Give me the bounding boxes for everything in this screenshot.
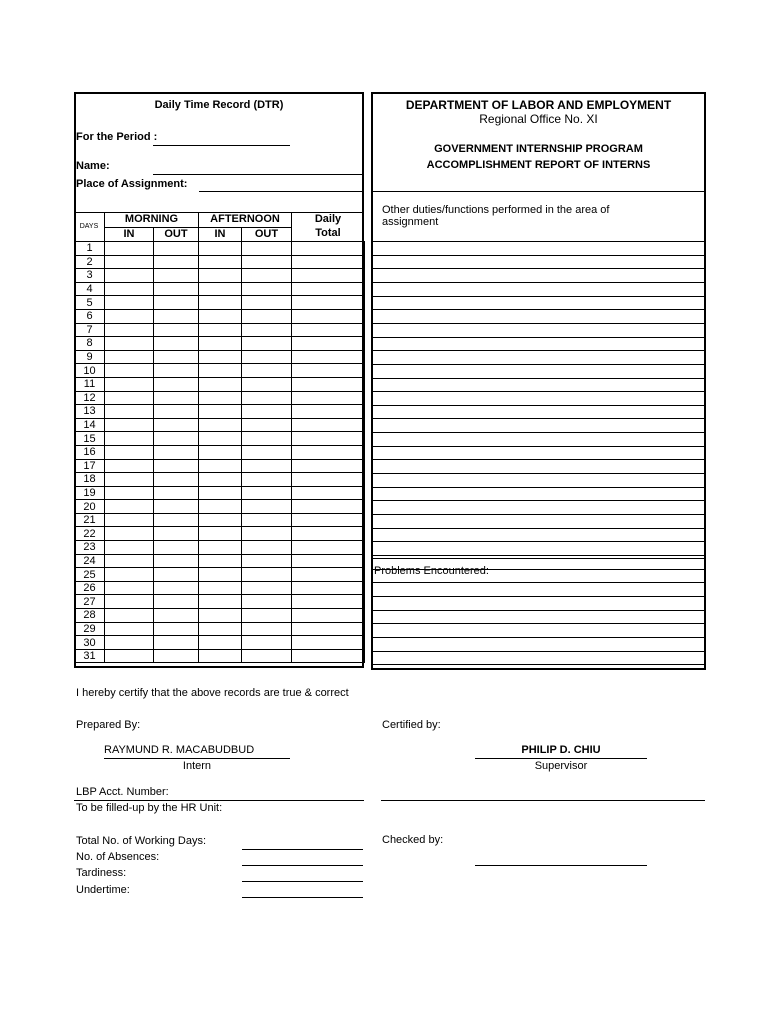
afternoon-out-cell[interactable] <box>242 513 292 527</box>
afternoon-out-cell[interactable] <box>242 541 292 555</box>
daily-total-cell[interactable] <box>292 296 365 310</box>
tardiness-field[interactable] <box>242 881 363 882</box>
afternoon-out-cell[interactable] <box>242 432 292 446</box>
morning-in-cell[interactable] <box>105 418 154 432</box>
afternoon-in-cell[interactable] <box>199 269 242 283</box>
afternoon-in-cell[interactable] <box>199 554 242 568</box>
hr-unit-label: To be filled-up by the HR Unit: <box>76 802 223 814</box>
morning-in-cell[interactable] <box>105 391 154 405</box>
ruled-line <box>373 391 704 392</box>
day-number: 9 <box>75 350 105 364</box>
afternoon-out-cell[interactable] <box>242 269 292 283</box>
morning-in-cell[interactable] <box>105 309 154 323</box>
afternoon-out-cell[interactable] <box>242 242 292 256</box>
afternoon-in-cell[interactable] <box>199 432 242 446</box>
ruled-line <box>373 418 704 419</box>
lbp-field[interactable] <box>74 800 364 801</box>
afternoon-out-cell[interactable] <box>242 377 292 391</box>
daily-total-cell[interactable] <box>292 541 365 555</box>
report-header-divider <box>373 191 704 192</box>
table-row <box>75 282 365 296</box>
supervisor-signature-line <box>475 758 647 759</box>
ruled-line <box>373 651 704 652</box>
afternoon-in-header: IN <box>214 228 226 240</box>
undertime-label: Undertime: <box>76 884 130 896</box>
morning-in-cell[interactable] <box>105 513 154 527</box>
afternoon-out-cell[interactable] <box>242 405 292 419</box>
afternoon-in-cell[interactable] <box>199 445 242 459</box>
morning-in-cell[interactable] <box>105 269 154 283</box>
table-row <box>75 581 365 595</box>
afternoon-in-cell[interactable] <box>199 405 242 419</box>
day-number: 1 <box>75 242 105 256</box>
checked-by-signature-line <box>475 865 647 866</box>
ruled-line <box>373 309 704 310</box>
morning-in-cell[interactable] <box>105 541 154 555</box>
afternoon-in-cell[interactable] <box>199 459 242 473</box>
table-row <box>75 445 365 459</box>
day-number: 12 <box>75 391 105 405</box>
dtr-title: Daily Time Record (DTR) <box>154 99 284 111</box>
morning-out-cell[interactable] <box>154 296 199 310</box>
intern-role: Intern <box>182 760 212 772</box>
table-row <box>75 350 365 364</box>
supervisor-role: Supervisor <box>534 760 588 772</box>
ruled-line <box>373 350 704 351</box>
ruled-line <box>373 528 704 529</box>
working-days-field[interactable] <box>242 849 363 850</box>
ruled-line <box>373 268 704 269</box>
table-row <box>75 649 365 663</box>
morning-out-cell[interactable] <box>154 418 199 432</box>
morning-in-cell[interactable] <box>105 296 154 310</box>
place-label: Place of Assignment: <box>76 178 188 190</box>
morning-out-header: OUT <box>164 228 188 240</box>
day-number: 22 <box>75 527 105 541</box>
supervisor-name: PHILIP D. CHIU <box>521 744 601 756</box>
table-row <box>75 554 365 568</box>
lbp-label: LBP Acct. Number: <box>76 786 169 798</box>
day-number: 31 <box>75 649 105 663</box>
ruled-line <box>373 514 704 515</box>
morning-out-cell[interactable] <box>154 459 199 473</box>
afternoon-out-cell[interactable] <box>242 622 292 636</box>
morning-in-cell[interactable] <box>105 323 154 337</box>
ruled-line <box>373 323 704 324</box>
morning-out-cell[interactable] <box>154 337 199 351</box>
name-field[interactable] <box>153 174 363 175</box>
ruled-line <box>373 555 704 556</box>
report-box <box>371 92 706 670</box>
morning-in-cell[interactable] <box>105 636 154 650</box>
ruled-line <box>373 432 704 433</box>
afternoon-in-cell[interactable] <box>199 242 242 256</box>
daily-total-cell[interactable] <box>292 269 365 283</box>
day-number: 4 <box>75 282 105 296</box>
day-number: 25 <box>75 568 105 582</box>
afternoon-in-cell[interactable] <box>199 350 242 364</box>
afternoon-out-cell[interactable] <box>242 418 292 432</box>
period-field[interactable] <box>153 145 290 146</box>
day-number: 5 <box>75 296 105 310</box>
afternoon-in-cell[interactable] <box>199 296 242 310</box>
day-number: 24 <box>75 554 105 568</box>
day-number: 11 <box>75 377 105 391</box>
ruled-line <box>373 569 704 570</box>
table-row <box>75 337 365 351</box>
afternoon-header: AFTERNOON <box>210 213 280 225</box>
afternoon-out-header: OUT <box>254 228 279 240</box>
daily-total-cell[interactable] <box>292 568 365 582</box>
afternoon-in-cell[interactable] <box>199 282 242 296</box>
afternoon-in-cell[interactable] <box>199 500 242 514</box>
morning-out-cell[interactable] <box>154 649 199 663</box>
morning-in-cell[interactable] <box>105 445 154 459</box>
day-number: 7 <box>75 323 105 337</box>
morning-in-cell[interactable] <box>105 554 154 568</box>
checked-by-label: Checked by: <box>382 834 444 846</box>
afternoon-in-cell[interactable] <box>199 377 242 391</box>
daily-total-cell[interactable] <box>292 486 365 500</box>
table-row <box>75 418 365 432</box>
afternoon-out-cell[interactable] <box>242 337 292 351</box>
daily-total-cell[interactable] <box>292 649 365 663</box>
morning-in-cell[interactable] <box>105 459 154 473</box>
day-number: 18 <box>75 473 105 487</box>
morning-out-cell[interactable] <box>154 527 199 541</box>
afternoon-out-cell[interactable] <box>242 323 292 337</box>
table-row <box>75 513 365 527</box>
morning-in-cell[interactable] <box>105 649 154 663</box>
place-field[interactable] <box>199 191 363 192</box>
table-row <box>75 255 365 269</box>
table-row <box>75 377 365 391</box>
ruled-line <box>373 446 704 447</box>
afternoon-in-cell[interactable] <box>199 527 242 541</box>
morning-in-cell[interactable] <box>105 486 154 500</box>
table-row <box>75 473 365 487</box>
daily-total-cell[interactable] <box>292 405 365 419</box>
table-row <box>75 391 365 405</box>
daily-total-cell[interactable] <box>292 418 365 432</box>
morning-out-cell[interactable] <box>154 636 199 650</box>
morning-in-cell[interactable] <box>105 622 154 636</box>
daily-total-cell[interactable] <box>292 609 365 623</box>
afternoon-out-cell[interactable] <box>242 296 292 310</box>
afternoon-in-cell[interactable] <box>199 609 242 623</box>
table-row <box>75 269 365 283</box>
morning-out-cell[interactable] <box>154 581 199 595</box>
daily-total-cell[interactable] <box>292 636 365 650</box>
afternoon-in-cell[interactable] <box>199 568 242 582</box>
day-number: 28 <box>75 609 105 623</box>
afternoon-in-cell[interactable] <box>199 649 242 663</box>
ruled-line <box>373 405 704 406</box>
ruled-line <box>373 596 704 597</box>
table-row <box>75 405 365 419</box>
morning-out-cell[interactable] <box>154 595 199 609</box>
ruled-line <box>373 473 704 474</box>
ruled-line <box>373 282 704 283</box>
table-row <box>75 568 365 582</box>
day-number: 17 <box>75 459 105 473</box>
afternoon-in-cell[interactable] <box>199 581 242 595</box>
afternoon-out-cell[interactable] <box>242 309 292 323</box>
table-row <box>75 636 365 650</box>
other-duties-label-1: Other duties/functions performed in the area of <box>382 204 610 216</box>
morning-in-cell[interactable] <box>105 350 154 364</box>
afternoon-out-cell[interactable] <box>242 364 292 378</box>
morning-in-cell[interactable] <box>105 500 154 514</box>
afternoon-out-cell[interactable] <box>242 568 292 582</box>
tardiness-label: Tardiness: <box>76 867 127 879</box>
daily-header: Daily <box>314 213 342 225</box>
afternoon-out-cell[interactable] <box>242 581 292 595</box>
daily-total-cell[interactable] <box>292 282 365 296</box>
intern-name: RAYMUND R. MACABUDBUD <box>104 744 255 756</box>
day-number: 26 <box>75 581 105 595</box>
afternoon-out-cell[interactable] <box>242 350 292 364</box>
table-row <box>75 323 365 337</box>
day-number: 16 <box>75 445 105 459</box>
afternoon-in-cell[interactable] <box>199 486 242 500</box>
day-number: 6 <box>75 309 105 323</box>
table-row <box>75 622 365 636</box>
day-number: 15 <box>75 432 105 446</box>
morning-in-cell[interactable] <box>105 377 154 391</box>
ruled-line <box>373 637 704 638</box>
table-row <box>75 527 365 541</box>
day-number: 3 <box>75 269 105 283</box>
daily-total-cell[interactable] <box>292 581 365 595</box>
ruled-line <box>373 500 704 501</box>
morning-in-cell[interactable] <box>105 595 154 609</box>
table-row <box>75 459 365 473</box>
certified-signature-line <box>381 800 705 801</box>
afternoon-in-cell[interactable] <box>199 622 242 636</box>
morning-out-cell[interactable] <box>154 364 199 378</box>
morning-out-cell[interactable] <box>154 350 199 364</box>
ruled-line <box>373 296 704 297</box>
program-title: GOVERNMENT INTERNSHIP PROGRAM <box>434 143 643 155</box>
report-title: ACCOMPLISHMENT REPORT OF INTERNS <box>426 159 651 171</box>
ruled-line <box>373 487 704 488</box>
table-row <box>75 364 365 378</box>
ruled-line <box>373 364 704 365</box>
afternoon-out-cell[interactable] <box>242 473 292 487</box>
day-number: 20 <box>75 500 105 514</box>
morning-out-cell[interactable] <box>154 500 199 514</box>
table-row <box>75 309 365 323</box>
morning-in-cell[interactable] <box>105 568 154 582</box>
day-number: 29 <box>75 622 105 636</box>
daily-total-cell[interactable] <box>292 432 365 446</box>
daily-total-cell[interactable] <box>292 337 365 351</box>
afternoon-in-cell[interactable] <box>199 309 242 323</box>
intern-signature-line <box>104 758 290 759</box>
afternoon-in-cell[interactable] <box>199 323 242 337</box>
afternoon-in-cell[interactable] <box>199 541 242 555</box>
prepared-by-label: Prepared By: <box>76 719 141 731</box>
ruled-line <box>373 378 704 379</box>
morning-out-cell[interactable] <box>154 391 199 405</box>
afternoon-in-cell[interactable] <box>199 255 242 269</box>
days-header: DAYS <box>79 223 99 230</box>
afternoon-out-cell[interactable] <box>242 459 292 473</box>
day-number: 13 <box>75 405 105 419</box>
daily-total-cell[interactable] <box>292 242 365 256</box>
table-row <box>75 541 365 555</box>
day-number: 14 <box>75 418 105 432</box>
morning-in-cell[interactable] <box>105 242 154 256</box>
ruled-line <box>373 582 704 583</box>
certified-by-label: Certified by: <box>382 719 441 731</box>
table-row <box>75 486 365 500</box>
total-header: Total <box>315 227 341 239</box>
morning-in-cell[interactable] <box>105 255 154 269</box>
morning-in-cell[interactable] <box>105 282 154 296</box>
ruled-line <box>373 241 704 242</box>
table-row <box>75 242 365 256</box>
ruled-line <box>373 610 704 611</box>
afternoon-out-cell[interactable] <box>242 649 292 663</box>
daily-total-cell[interactable] <box>292 309 365 323</box>
daily-total-cell[interactable] <box>292 513 365 527</box>
morning-out-cell[interactable] <box>154 309 199 323</box>
undertime-field[interactable] <box>242 897 363 898</box>
morning-in-cell[interactable] <box>105 473 154 487</box>
afternoon-in-cell[interactable] <box>199 418 242 432</box>
morning-out-cell[interactable] <box>154 323 199 337</box>
morning-out-cell[interactable] <box>154 568 199 582</box>
afternoon-out-cell[interactable] <box>242 255 292 269</box>
daily-total-cell[interactable] <box>292 500 365 514</box>
morning-out-cell[interactable] <box>154 541 199 555</box>
problems-divider <box>373 558 704 559</box>
daily-total-cell[interactable] <box>292 473 365 487</box>
morning-out-cell[interactable] <box>154 609 199 623</box>
afternoon-in-cell[interactable] <box>199 391 242 405</box>
morning-out-cell[interactable] <box>154 282 199 296</box>
day-number: 23 <box>75 541 105 555</box>
certify-text: I hereby certify that the above records are true & correct <box>76 687 349 699</box>
morning-in-cell[interactable] <box>105 364 154 378</box>
table-row <box>75 609 365 623</box>
daily-total-cell[interactable] <box>292 459 365 473</box>
afternoon-out-cell[interactable] <box>242 282 292 296</box>
morning-in-cell[interactable] <box>105 527 154 541</box>
ruled-line <box>373 623 704 624</box>
morning-in-cell[interactable] <box>105 337 154 351</box>
daily-total-cell[interactable] <box>292 445 365 459</box>
afternoon-out-cell[interactable] <box>242 609 292 623</box>
morning-out-cell[interactable] <box>154 432 199 446</box>
afternoon-in-cell[interactable] <box>199 513 242 527</box>
afternoon-in-cell[interactable] <box>199 473 242 487</box>
morning-out-cell[interactable] <box>154 473 199 487</box>
dept-title: DEPARTMENT OF LABOR AND EMPLOYMENT <box>405 98 672 112</box>
morning-in-cell[interactable] <box>105 581 154 595</box>
afternoon-out-cell[interactable] <box>242 636 292 650</box>
working-days-label: Total No. of Working Days: <box>76 835 207 847</box>
morning-in-cell[interactable] <box>105 432 154 446</box>
ruled-line <box>373 337 704 338</box>
afternoon-out-cell[interactable] <box>242 445 292 459</box>
morning-in-header: IN <box>123 228 135 240</box>
table-row <box>75 500 365 514</box>
daily-total-cell[interactable] <box>292 323 365 337</box>
ruled-line <box>373 664 704 665</box>
ruled-line <box>373 459 704 460</box>
day-number: 30 <box>75 636 105 650</box>
other-duties-label-2: assignment <box>382 216 439 228</box>
morning-out-cell[interactable] <box>154 405 199 419</box>
daily-total-cell[interactable] <box>292 391 365 405</box>
morning-out-cell[interactable] <box>154 242 199 256</box>
morning-out-cell[interactable] <box>154 269 199 283</box>
table-row <box>75 296 365 310</box>
day-number: 8 <box>75 337 105 351</box>
morning-out-cell[interactable] <box>154 622 199 636</box>
ruled-line <box>373 541 704 542</box>
afternoon-out-cell[interactable] <box>242 486 292 500</box>
day-number: 27 <box>75 595 105 609</box>
daily-total-cell[interactable] <box>292 377 365 391</box>
morning-out-cell[interactable] <box>154 377 199 391</box>
daily-total-cell[interactable] <box>292 622 365 636</box>
afternoon-in-cell[interactable] <box>199 337 242 351</box>
absences-label: No. of Absences: <box>76 851 160 863</box>
afternoon-in-cell[interactable] <box>199 595 242 609</box>
afternoon-out-cell[interactable] <box>242 554 292 568</box>
office-title: Regional Office No. XI <box>479 112 598 126</box>
morning-header: MORNING <box>124 213 179 225</box>
daily-total-cell[interactable] <box>292 350 365 364</box>
morning-out-cell[interactable] <box>154 486 199 500</box>
day-number: 10 <box>75 364 105 378</box>
morning-out-cell[interactable] <box>154 445 199 459</box>
afternoon-in-cell[interactable] <box>199 364 242 378</box>
morning-out-cell[interactable] <box>154 554 199 568</box>
morning-out-cell[interactable] <box>154 255 199 269</box>
table-row <box>75 432 365 446</box>
dtr-table <box>74 241 365 663</box>
morning-out-cell[interactable] <box>154 513 199 527</box>
ruled-line <box>373 255 704 256</box>
daily-total-cell[interactable] <box>292 595 365 609</box>
daily-total-cell[interactable] <box>292 364 365 378</box>
afternoon-out-cell[interactable] <box>242 527 292 541</box>
morning-in-cell[interactable] <box>105 405 154 419</box>
afternoon-out-cell[interactable] <box>242 500 292 514</box>
afternoon-in-cell[interactable] <box>199 636 242 650</box>
daily-total-cell[interactable] <box>292 554 365 568</box>
daily-total-cell[interactable] <box>292 527 365 541</box>
period-label: For the Period : <box>76 131 158 143</box>
table-row <box>75 595 365 609</box>
daily-total-cell[interactable] <box>292 255 365 269</box>
morning-in-cell[interactable] <box>105 609 154 623</box>
afternoon-out-cell[interactable] <box>242 595 292 609</box>
afternoon-out-cell[interactable] <box>242 391 292 405</box>
problems-label: Problems Encountered: <box>374 565 489 577</box>
day-number: 21 <box>75 513 105 527</box>
absences-field[interactable] <box>242 865 363 866</box>
day-number: 19 <box>75 486 105 500</box>
day-number: 2 <box>75 255 105 269</box>
name-label: Name: <box>76 160 110 172</box>
